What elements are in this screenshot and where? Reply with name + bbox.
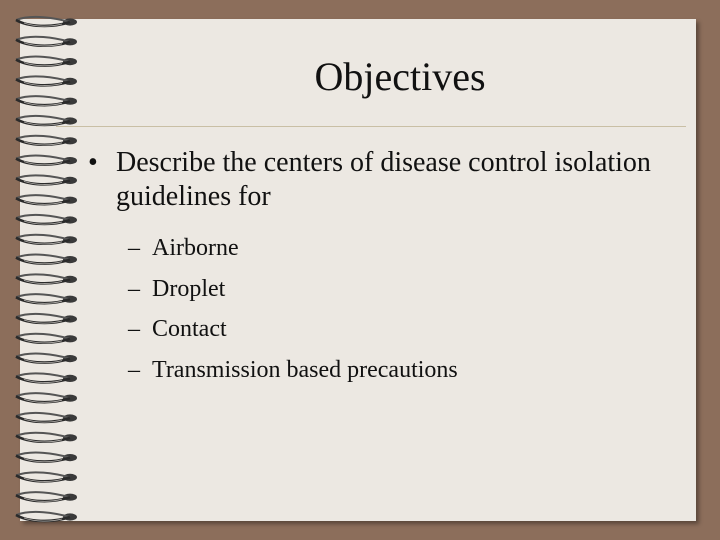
spiral-coil (16, 433, 77, 442)
sub-bullet-item (88, 309, 698, 350)
spiral-coil (16, 76, 77, 85)
spiral-coil (16, 393, 77, 402)
spiral-coil (16, 195, 77, 204)
spiral-coil (16, 37, 77, 46)
spiral-coil (16, 334, 77, 343)
dash-marker: – (128, 356, 140, 383)
spiral-coil (16, 512, 77, 521)
spiral-coil (16, 235, 77, 244)
spiral-coil (16, 413, 77, 422)
spiral-coil (16, 57, 77, 66)
sub-bullet-item (88, 350, 698, 391)
spiral-coil (16, 116, 77, 125)
spiral-coil (16, 354, 77, 363)
sub-bullet-list (88, 228, 698, 390)
spiral-coil (16, 156, 77, 165)
spiral-coil (16, 453, 77, 462)
spiral-coil (16, 472, 77, 481)
sub-bullet-item (88, 269, 698, 310)
dash-marker: – (128, 275, 140, 302)
bullet-text: Describe the centers of disease control isolation guidelines for (116, 147, 651, 212)
spiral-coil (16, 274, 77, 283)
spiral-coil (16, 294, 77, 303)
spiral-coil (16, 17, 77, 26)
sub-bullet-text: Airborne (152, 235, 239, 261)
spiral-coil (16, 373, 77, 382)
spiral-coil (16, 136, 77, 145)
bullet-list (88, 146, 698, 390)
spiral-coil (16, 215, 77, 224)
sub-bullet-text: Contact (152, 316, 227, 342)
spiral-coil (16, 175, 77, 184)
dash-marker: – (128, 235, 140, 261)
slide-title: Objectives (314, 54, 486, 99)
bullet-item (88, 146, 698, 214)
title-divider (56, 126, 686, 127)
bullet-marker: • (88, 147, 98, 178)
spiral-coil (16, 255, 77, 264)
spiral-coil (16, 314, 77, 323)
spiral-coil (16, 96, 77, 105)
sub-bullet-text: Transmission based precautions (152, 356, 458, 383)
spiral-binding (0, 0, 90, 540)
dash-marker: – (128, 316, 140, 342)
spiral-coil (16, 492, 77, 501)
sub-bullet-item (88, 228, 698, 269)
sub-bullet-text: Droplet (152, 275, 226, 302)
